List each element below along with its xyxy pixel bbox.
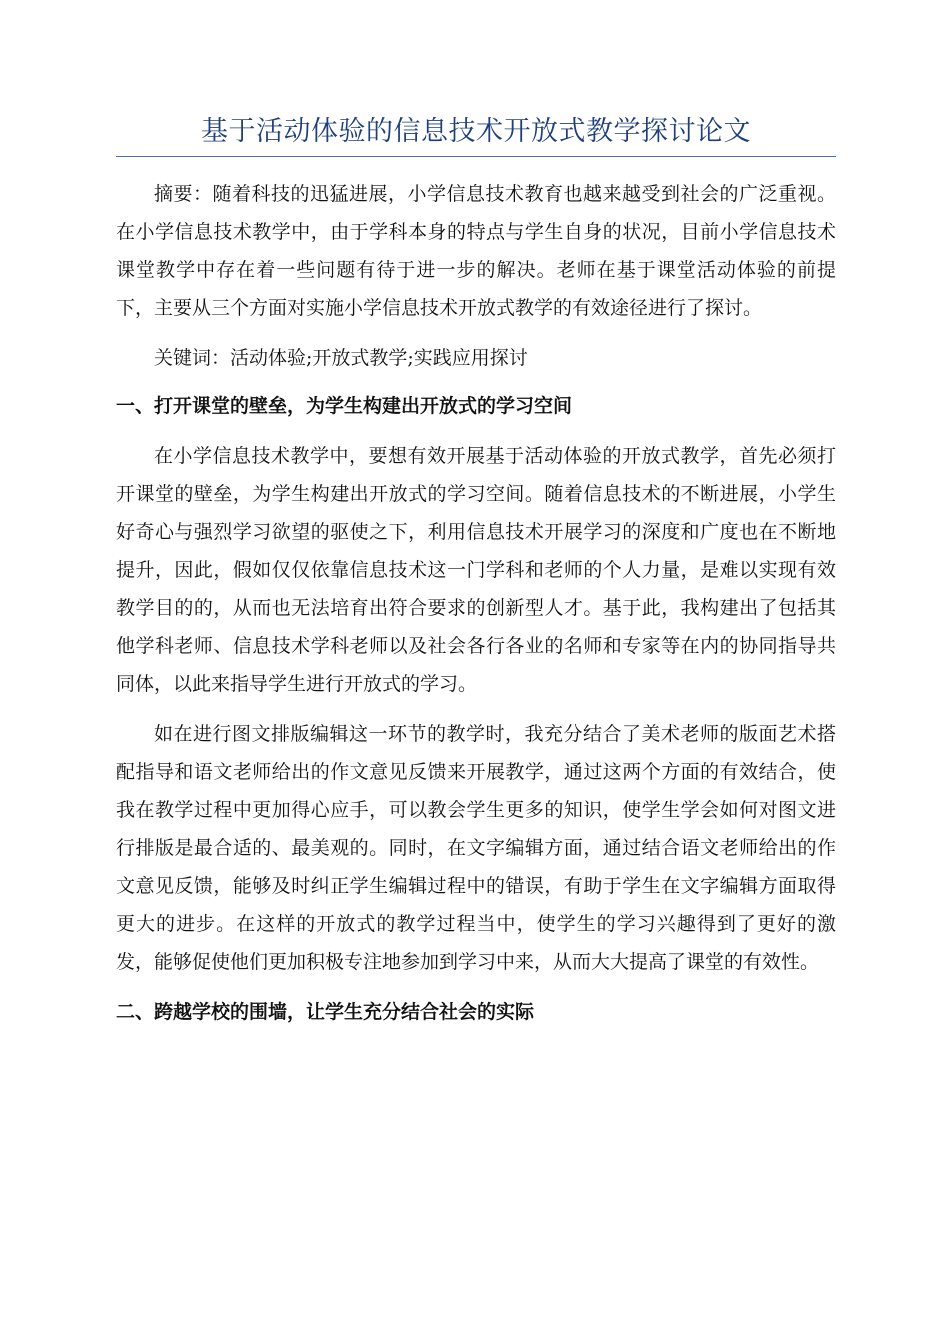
document-title: 基于活动体验的信息技术开放式教学探讨论文: [201, 116, 751, 147]
section-1-paragraph-1: 在小学信息技术教学中，要想有效开展基于活动体验的开放式教学，首先必须打开课堂的壁垒，为学生构建出开放式的学习空间。随着信息技术的不断进展，小学生好奇心与强烈学习欲望的驱使之下，利用信息技术开展学习的深度和广度也在不断地提升，因此，假如仅仅依靠信息技术这一门学科和老师的个人力量，是难以实现有效教学目的的，从而也无法培育出符合要求的创新型人才。基于此，我构建出了包括其他学科老师、信息技术学科老师以及社会各行各业的名师和专家等在内的协同指导共同体，以此来指导学生进行开放式的学习。: [116, 445, 836, 695]
document-page: [116, 112, 836, 1043]
title-block: [116, 112, 836, 157]
section-1-paragraph-2: 如在进行图文排版编辑这一环节的教学时，我充分结合了美术老师的版面艺术搭配指导和语文老师给出的作文意见反馈来开展教学，通过这两个方面的有效结合，使我在教学过程中更加得心应手，可以教会学生更多的知识，使学生学会如何对图文进行排版是最合适的、最美观的。同时，在文字编辑方面，通过结合语文老师给出的作文意见反馈，能够及时纠正学生编辑过程中的错误，有助于学生在文字编辑方面取得更大的进步。在这样的开放式的教学过程当中，使学生的学习兴趣得到了更好的激发，能够促使他们更加积极专注地参加到学习中来，从而大大提高了课堂的有效性。: [116, 723, 836, 973]
section-1-heading: 一、打开课堂的壁垒，为学生构建出开放式的学习空间: [116, 395, 573, 417]
keywords-line: 关键词：活动体验;开放式教学;实践应用探讨: [154, 347, 528, 369]
abstract-paragraph: 摘要：随着科技的迅猛进展，小学信息技术教育也越来越受到社会的广泛重视。在小学信息技术教学中，由于学科本身的特点与学生自身的状况，目前小学信息技术课堂教学中存在着一些问题有待于进一步的解决。老师在基于课堂活动体验的前提下，主要从三个方面对实施小学信息技术开放式教学的有效途径进行了探讨。: [116, 183, 836, 319]
section-2-heading: 二、跨越学校的围墙，让学生充分结合社会的实际: [116, 1001, 535, 1023]
